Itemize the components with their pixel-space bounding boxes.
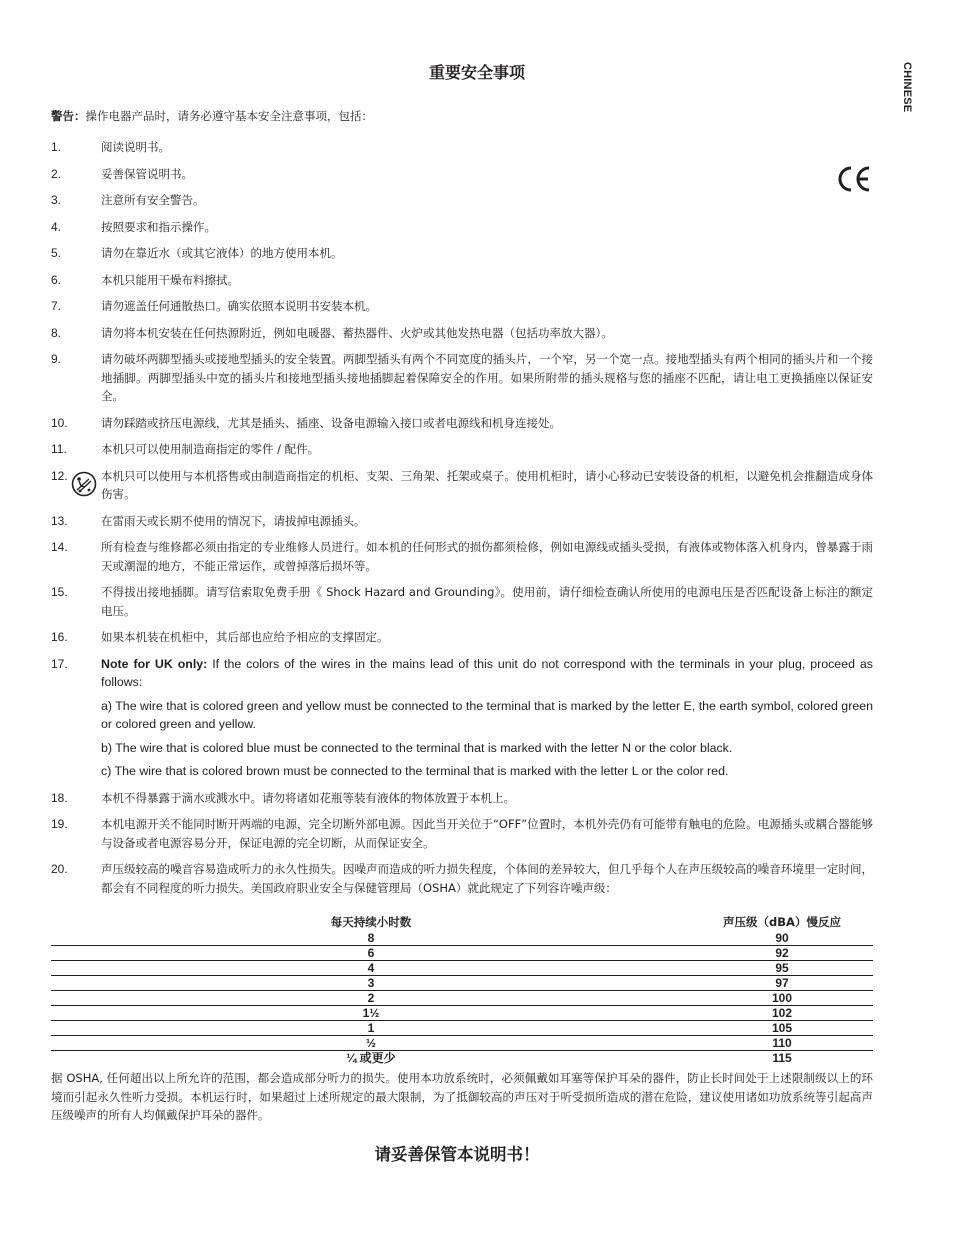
item-text: 本机只能用干燥布料擦拭。 — [101, 272, 239, 287]
hours-header: 每天持续小时数 — [330, 915, 412, 929]
list-item — [51, 583, 873, 620]
item-text: 妥善保管说明书。 — [101, 166, 193, 181]
warning-label: 警告： — [51, 109, 86, 123]
item-number: 6. — [51, 272, 62, 287]
item-text: 声压级较高的噪音容易造成听力的永久性损失。因噪声而造成的听力损失程度，个体间的差异较大，但几乎每个人在声压级较高的噪音环境里一定时间，都会有不同程度的听力损失。美国政府职业安全与保健管理局（OSHA）就此规定了下列容许噪声级： — [101, 862, 873, 895]
hours-cell: 4 — [51, 961, 691, 976]
dba-cell: 92 — [691, 946, 873, 961]
uk-wire-green-yellow: a) The wire that is colored green and yellow must be connected to the terminal that is marked by the letter E, the earth symbol, colored green or colored green and yellow. — [101, 698, 873, 731]
page-title: 重要安全事项 — [428, 63, 525, 82]
list-item — [51, 467, 873, 504]
hours-cell: ½ — [51, 1036, 691, 1051]
item-number: 14. — [51, 540, 68, 554]
osha-noise-table — [51, 913, 873, 1065]
dba-cell: 100 — [691, 991, 873, 1006]
item-number: 18. — [51, 790, 68, 805]
table-row — [51, 946, 873, 961]
item-number: 19. — [51, 817, 68, 831]
hours-cell: 6 — [51, 946, 691, 961]
list-item — [51, 271, 873, 290]
item-text: 本机只可以使用与本机搭售或由制造商指定的机柜、支架、三角架、托架或桌子。使用机柜时，请小心移动已安装设备的机柜，以避免机会推翻造成身体伤害。 — [101, 468, 873, 501]
list-item — [51, 138, 873, 157]
keep-manual-heading: 请妥善保管本说明书！ — [374, 1145, 540, 1164]
table-row — [51, 1006, 873, 1021]
list-item — [51, 218, 873, 237]
item-number: 9. — [51, 352, 62, 366]
item-text: 按照要求和指示操作。 — [101, 219, 216, 234]
item-text: 注意所有安全警告。 — [101, 193, 205, 207]
item-number: 17. — [51, 656, 68, 671]
hours-cell: 1 — [51, 1021, 691, 1036]
item-number: 5. — [51, 246, 62, 260]
item-number: 8. — [51, 325, 62, 340]
item-text: If the colors of the wires in the mains lead of this unit do not correspond with the terminals in your plug, proceed as follows: — [101, 656, 873, 689]
dba-cell: 102 — [691, 1006, 873, 1021]
item-number: 1. — [51, 140, 62, 154]
dba-cell: 90 — [691, 931, 873, 946]
item-text: 请勿破坏两脚型插头或接地型插头的安全装置。两脚型插头有两个不同宽度的插头片，一个窄，另一个宽一点。接地型插头有两个相同的插头片和一个接地插脚。两脚型插头中宽的插头片和接地型插头接地插脚起着保障安全的作用。如果所附带的插头规格与您的插座不匹配，请让电工更换插座以保证安全。 — [101, 352, 873, 403]
list-item — [51, 440, 873, 459]
uk-wire-blue: b) The wire that is colored blue must be connected to the terminal that is marked with the letter N or the color black. — [101, 740, 733, 755]
warning-text: 操作电器产品时，请务必遵守基本安全注意事项，包括： — [85, 109, 373, 123]
list-item — [51, 655, 873, 781]
item-text: 本机不得暴露于滴水或溅水中。请勿将诸如花瓶等装有液体的物体放置于本机上。 — [101, 790, 515, 805]
list-item — [51, 165, 873, 184]
item-number: 3. — [51, 193, 62, 207]
item-text: 请勿遮盖任何通散热口。确实依照本说明书安装本机。 — [101, 299, 377, 313]
uk-wire-brown: c) The wire that is colored brown must be connected to the terminal that is marked with the letter L or the color red. — [101, 764, 729, 778]
list-item — [51, 815, 873, 852]
item-number: 7. — [51, 299, 62, 313]
list-item — [51, 628, 873, 647]
warning-intro — [51, 108, 881, 124]
item-text: 本机只可以使用制造商指定的零件 / 配件。 — [101, 442, 320, 456]
sound-level-header: 声压级（dBA）慢反应 — [723, 915, 841, 929]
item-text: 不得拔出接地插脚。请写信索取免费手册《 Shock Hazard and Grounding》。使用前，请仔细检查确认所使用的电源电压是否匹配设备上标注的额定电压。 — [101, 585, 873, 618]
item-text: 请勿将本机安装在任何热源附近，例如电暖器、蓄热器件、火炉或其他发热电器（包括功率放大器）。 — [101, 325, 613, 340]
osha-hearing-protection-note: 据 OSHA, 任何超出以上所允许的范围，都会造成部分听力的损失。使用本功放系统时，必须佩戴如耳塞等保护耳朵的器件，防止长时间处于上述限制级以上的环境而引起永久性听力受损。本机运行时，如果超过上述所规定的最大限制，为了抵御较高的声压对于听受损所造成的潜在危险，建议使用诸如功放系统等引起高声压级噪声的所有人均佩戴保护耳朵的器件。 — [51, 1071, 873, 1122]
item-text: 所有检查与维修都必须由指定的专业维修人员进行。如本机的任何形式的损伤都须检修，例如电源线或插头受损，有液体或物体落入机身内，曾暴露于雨天或潮湿的地方，不能正常运作，或曾掉落后损坏等。 — [101, 540, 873, 573]
table-row — [51, 976, 873, 991]
item-number: 16. — [51, 630, 68, 644]
item-number: 15. — [51, 585, 68, 599]
list-item — [51, 512, 873, 531]
table-row — [51, 961, 873, 976]
item-number: 20. — [51, 862, 68, 876]
list-item — [51, 538, 873, 575]
list-item — [51, 297, 873, 316]
table-row — [51, 931, 873, 946]
hours-cell: 2 — [51, 991, 691, 1006]
list-item — [51, 324, 873, 343]
list-item — [51, 244, 873, 263]
table-row — [51, 991, 873, 1006]
item-number: 4. — [51, 219, 62, 234]
language-label: CHINESE — [901, 62, 913, 113]
table-row — [51, 1036, 873, 1051]
table-row — [51, 1021, 873, 1036]
dba-cell: 95 — [691, 961, 873, 976]
item-number: 13. — [51, 513, 68, 528]
item-text: 本机电源开关不能同时断开两端的电源，完全切断外部电源。因此当开关位于“OFF”位置时，本机外壳仍有可能带有触电的危险。电源插头或耦合器能够与设备或者电源容易分开，保证电源的完全切断，从而保证安全。 — [101, 817, 873, 850]
safety-list — [51, 138, 873, 905]
item-number: 2. — [51, 166, 62, 181]
dba-cell: 115 — [772, 1051, 792, 1065]
dba-cell: 110 — [691, 1036, 873, 1051]
hours-cell: 1½ — [51, 1006, 691, 1021]
item-text: 请勿踩踏或挤压电源线，尤其是插头、插座、设备电源输入接口或者电源线和机身连接处。 — [101, 415, 561, 430]
item-text: 如果本机装在机柜中，其后部也应给予相应的支撑固定。 — [101, 630, 389, 644]
item-text: 请勿在靠近水（或其它液体）的地方使用本机。 — [101, 246, 343, 260]
dba-cell: 105 — [691, 1021, 873, 1036]
list-item — [51, 350, 873, 406]
list-item — [51, 789, 873, 808]
hours-cell: 8 — [51, 931, 691, 946]
list-item — [51, 414, 873, 433]
cart-tip-over-warning-icon — [71, 471, 97, 497]
hours-cell: ¼ 或更少 — [346, 1051, 396, 1065]
hours-cell: 3 — [51, 976, 691, 991]
item-text: 在雷雨天或长期不使用的情况下，请拔掉电源插头。 — [101, 513, 366, 528]
item-number: 12. — [51, 468, 68, 483]
dba-cell: 97 — [691, 976, 873, 991]
item-number: 10. — [51, 415, 68, 430]
list-item — [51, 191, 873, 210]
list-item — [51, 860, 873, 897]
item-text: 阅读说明书。 — [101, 140, 170, 154]
uk-note-label: Note for UK only: — [101, 656, 208, 671]
item-number: 11. — [51, 442, 67, 456]
table-row — [51, 1051, 873, 1066]
